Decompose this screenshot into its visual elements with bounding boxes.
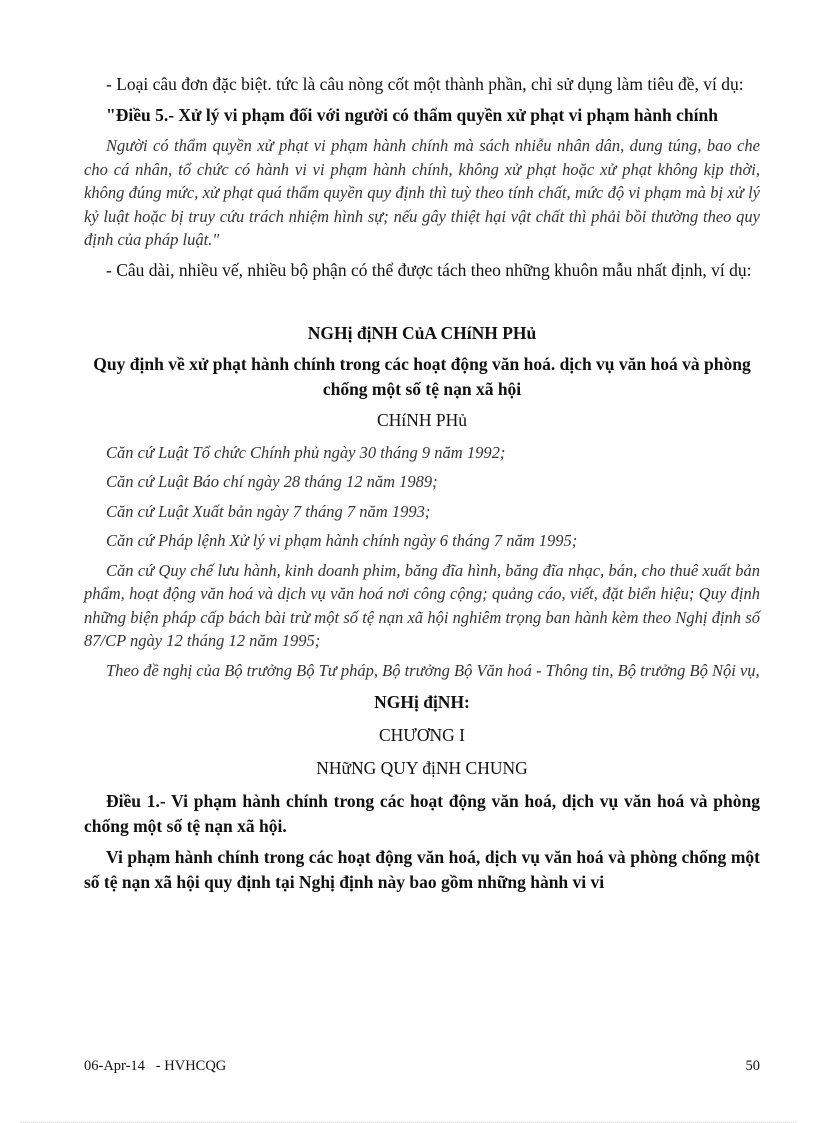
chapter-number: CHƯƠNG I bbox=[378, 725, 465, 745]
long-sentence-paragraph: - Câu dài, nhiều vế, nhiều bộ phận có thể được tách theo những khuôn mẫu nhất định, ví dụ: bbox=[106, 259, 752, 280]
footer-date-source: 06-Apr-14 - HVHCQG bbox=[84, 1058, 227, 1074]
legal-basis-4: Căn cứ Pháp lệnh Xử lý vi phạm hành chính ngày 6 tháng 7 năm 1995; bbox=[106, 531, 578, 550]
legal-basis-6: Theo đề nghị của Bộ trưởng Bộ Tư pháp, Bộ trưởng Bộ Văn hoá - Thông tin, Bộ trưởng Bộ Nội vụ, bbox=[106, 660, 760, 680]
chapter-title: NHữNG QUY địNH CHUNG bbox=[316, 758, 528, 778]
decree-title: NGHị địNH CủA CHíNH PHủ bbox=[307, 322, 537, 343]
decree-issuer: CHíNH PHủ bbox=[377, 409, 467, 430]
page-footer bbox=[84, 1058, 760, 1075]
legal-basis-3: Căn cứ Luật Xuất bản ngày 7 tháng 7 năm 1993; bbox=[106, 501, 431, 521]
intro-paragraph: - Loại câu đơn đặc biệt. tức là câu nòng cốt một thành phần, chỉ sử dụng làm tiêu đề, ví dụ: bbox=[106, 74, 744, 94]
legal-basis-5: Căn cứ Quy chế lưu hành, kinh doanh phim, băng đĩa hình, băng đĩa nhạc, bán, cho thuê xuất bản phẩm, hoạt động văn hoá và dịch vụ văn hoá nơi công cộng; quảng cáo, viết, đặt biển hiệu; Quy định những biện pháp cấp bách bài trừ một số tệ nạn xã hội nghiêm trọng ban hành kèm theo Nghị định số 87/CP ngày 12 tháng 12 năm 1995; bbox=[84, 560, 760, 650]
article-5-body: Người có thẩm quyền xử phạt vi phạm hành chính mà sách nhiễu nhân dân, dung túng, bao che cho cá nhân, tổ chức có hành vi vi phạm hành chính, không xử phạt hoặc xử phạt không kịp thời, không đúng mức, xử phạt quá thẩm quyền quy định thì tuỳ theo tính chất, mức độ vi phạm mà bị xử lý kỷ luật hoặc bị truy cứu trách nhiệm hình sự; nếu gây thiệt hại vật chất thì phải bồi thường theo quy định của pháp luật." bbox=[84, 136, 760, 249]
article-1-body: Vi phạm hành chính trong các hoạt động văn hoá, dịch vụ văn hoá và phòng chống một số tệ nạn xã hội quy định tại Nghị định này bao gồm những hành vi vi bbox=[84, 847, 760, 892]
legal-basis-1: Căn cứ Luật Tổ chức Chính phủ ngày 30 tháng 9 năm 1992; bbox=[106, 442, 506, 462]
decree-subtitle: Quy định về xử phạt hành chính trong các hoạt động văn hoá. dịch vụ văn hoá và phòng chống một số tệ nạn xã hội bbox=[93, 353, 751, 399]
legal-basis-2: Căn cứ Luật Báo chí ngày 28 tháng 12 năm 1989; bbox=[106, 472, 438, 491]
spacer bbox=[84, 289, 760, 321]
article-1-title: Điều 1.- Vi phạm hành chính trong các hoạt động văn hoá, dịch vụ văn hoá và phòng chống một số tệ nạn xã hội. bbox=[84, 791, 760, 836]
page-number: 50 bbox=[745, 1058, 760, 1074]
document-body bbox=[84, 72, 760, 901]
decides-heading: NGHị địNH: bbox=[374, 692, 470, 712]
article-5-title: "Điều 5.- Xử lý vi phạm đối với người có thẩm quyền xử phạt vi phạm hành chính bbox=[106, 105, 718, 125]
